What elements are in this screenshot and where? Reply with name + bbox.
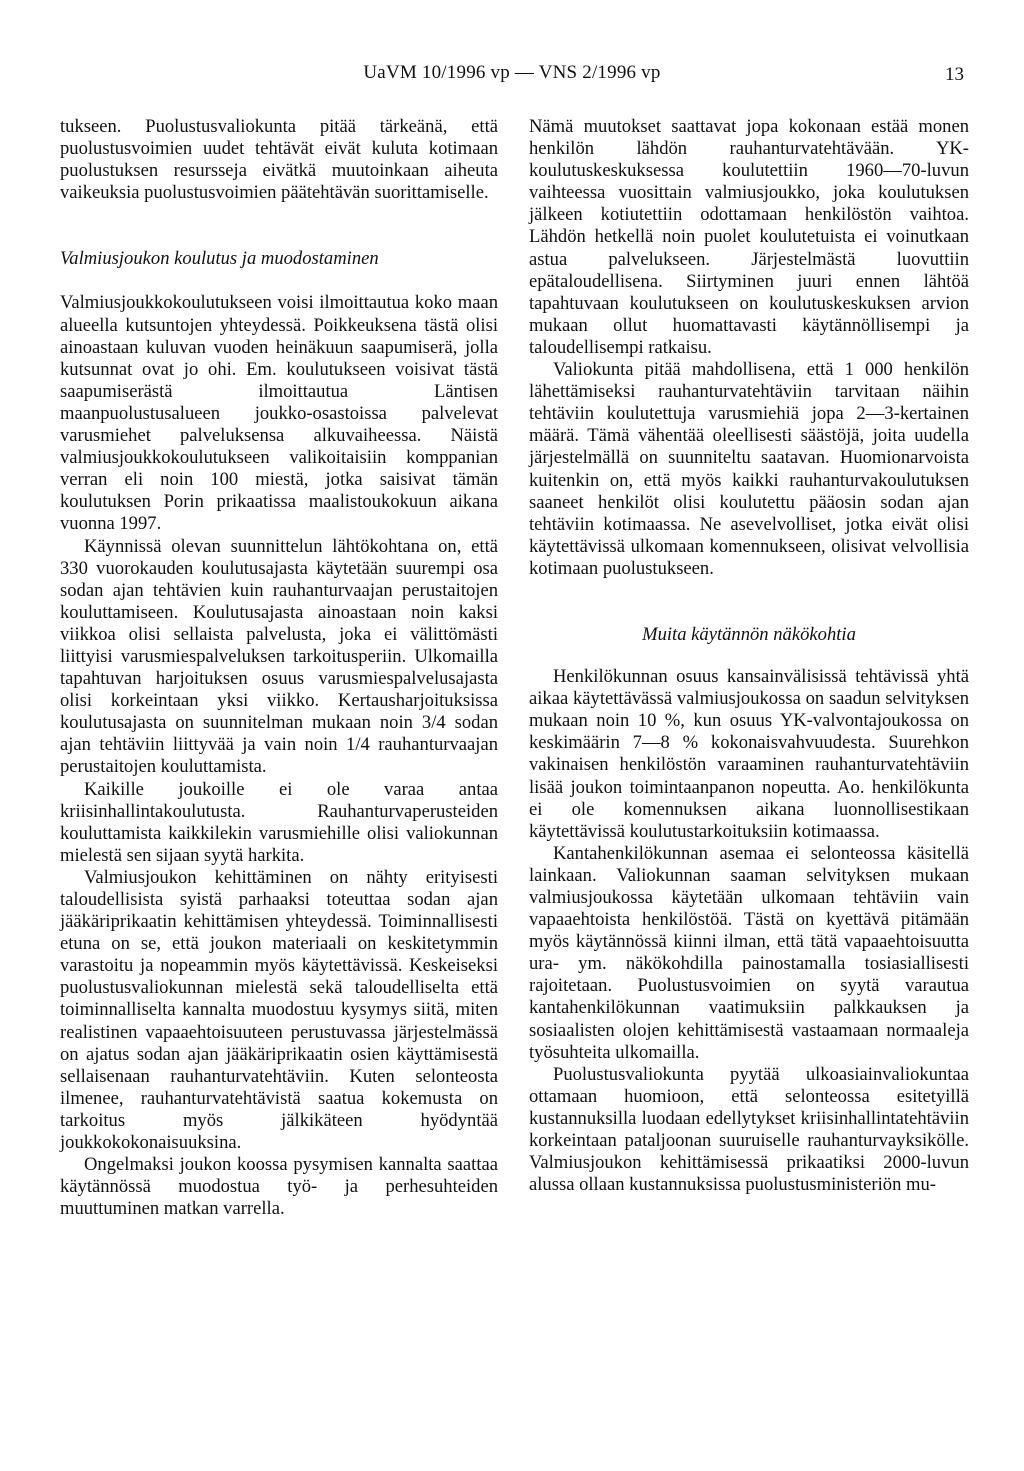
left-column bbox=[60, 116, 498, 1220]
paragraph: Puolustusvaliokunta pyytää ulkoasiainvaliokuntaa ottamaan huomioon, että selonteossa esitetyillä kustannuksilla luodaan edellytykset kriisinhallintatehtäviin korkeintaan pataljoonan suuruiselle rauhanturvayksikölle. Valmiusjoukon kehittämisessä prikaatiksi 2000-luvun alussa ollaan kustannuksissa puolustusministeriön mu- bbox=[529, 1063, 969, 1196]
paragraph: Valmiusjoukon kehittäminen on nähty erityisesti taloudellisista syistä parhaaksi toteuttaa sodan ajan jääkäriprikaatin kehittämisen yhteydessä. Toiminnallisesti etuna on se, että joukon materiaali on keskitetymmin varastoitu ja nopeammin myös käytettävissä. Keskeiseksi puolustusvaliokunnan mielestä sekä taloudelliselta että toiminnalliselta kannalta muodostuu kysymys siitä, miten realistinen vapaaehtoisuuteen perustuvassa järjestelmässä on ajatus sodan ajan jääkäriprikaatin osien käyttämisestä sellaisenaan rauhanturvatehtäviin. Kuten selonteosta ilmenee, rauhanturvatehtävistä saatua kokemusta on tarkoitus myös jälkikäteen hyödyntää joukkokokonaisuuksina. bbox=[60, 866, 498, 1154]
paragraph: Valmiusjoukkokoulutukseen voisi ilmoittautua koko maan alueella kutsuntojen yhteydessä. Poikkeuksena tästä olisi ainoastaan kuluvan vuoden heinäkuun saapumiserä, jolla kutsunnat ovat jo ohi. Em. koulutukseen voisivat tästä saapumiserästä ilmoittautua Läntisen maanpuolustusalueen joukko-osastoissa palvelevat varusmiehet palveluksensa alkuvaiheessa. Näistä valmiusjoukkokoulutukseen valikoitaisiin komppanian verran eli noin 100 miestä, jotka saisivat tämän koulutuksen Porin prikaatissa maalistoukokuun aikana vuonna 1997. bbox=[60, 292, 498, 535]
page-header bbox=[0, 62, 1024, 92]
running-head: UaVM 10/1996 vp — VNS 2/1996 vp bbox=[363, 62, 661, 83]
paragraph: Kaikille joukoille ei ole varaa antaa kriisinhallintakoulutusta. Rauhanturvaperusteiden kouluttamista kaikkilekin varusmiehille olisi valiokunnan mielestä sen sijaan syytä harkita. bbox=[60, 778, 498, 866]
paragraph: Nämä muutokset saattavat jopa kokonaan estää monen henkilön lähdön rauhanturvatehtävään. YK-koulutuskeskuksessa koulutettiin 1960—70-luvun vaihteessa vuosittain valmiusjoukko, joka koulutuksen jälkeen kotiutettiin odottamaan henkilöstön vaihtoa. Lähdön hetkellä noin puolet koulutetuista ei voinutkaan astua palvelukseen. Järjestelmästä luovuttiin epätaloudellisena. Siirtyminen juuri ennen lähtöä tapahtuvaan koulutukseen on koulutuskeskuksen arvion mukaan ollut huomattavasti käytännöllisempi ja taloudellisempi ratkaisu. bbox=[529, 116, 969, 358]
paragraph: Valiokunta pitää mahdollisena, että 1 000 henkilön lähettämiseksi rauhanturvatehtäviin tarvitaan näihin tehtäviin koulutettuja varusmiehiä jopa 2—3-kertainen määrä. Tämä vähentää oleellisesti säästöjä, joita uudella järjestelmällä on suunniteltu saatavan. Huomionarvoista kuitenkin on, että myös kaikki rauhanturvakoulutuksen saaneet henkilöt olisi koulutettu pääosin sodan ajan tehtäviin kotimaassa. Ne asevelvolliset, jotka eivät olisi käytettävissä ulkomaan komennukseen, olisivat velvollisia kotimaan puolustukseen. bbox=[529, 359, 969, 579]
paragraph: Käynnissä olevan suunnittelun lähtökohtana on, että 330 vuorokauden koulutusajasta käytetään suurempi osa sodan ajan tehtävien kuin rauhanturvaajan perustaitojen kouluttamiseen. Koulutusajasta ainoastaan noin kaksi viikkoa olisi sellaista palvelusta, joka ei välittömästi liittyisi varusmiespalveluksen tarkoitusperiin. Ulkomailla tapahtuvan harjoituksen osuus varusmiespalvelusajasta olisi korkeintaan yksi viikko. Kertausharjoituksissa koulutusajasta on suunnitelman mukaan noin 3/4 sodan ajan tehtäviin liittyvää ja vain noin 1/4 rauhanturvaajan perustaitojen kouluttamista. bbox=[60, 535, 498, 778]
paragraph: Henkilökunnan osuus kansainvälisissä tehtävissä yhtä aikaa käytettävässä valmiusjoukossa on saadun selvityksen mukaan noin 10 %, kun osuus YK-valvontajoukossa on keskimäärin 7—8 % kokonaisvahvuudesta. Suurehkon vakinaisen henkilöstön varaaminen rauhanturvatehtäviin lisää joukon toimintaanpanon nopeutta. Ao. henkilökunta ei ole komennuksen aikana luonnollisestikaan käytettävissä koulutustarkoituksiin kotimaassa. bbox=[529, 666, 969, 842]
right-column bbox=[529, 116, 969, 1196]
paragraph: Ongelmaksi joukon koossa pysymisen kannalta saattaa käytännössä muodostua työ- ja perhesuhteiden muuttuminen matkan varrella. bbox=[60, 1154, 498, 1220]
page-number: 13 bbox=[945, 64, 964, 85]
paragraph: Kantahenkilökunnan asemaa ei selonteossa käsitellä lainkaan. Valiokunnan saaman selvityksen mukaan valmiusjoukossa käytetään ulkomaan tehtäviin vain vapaaehtoista henkilöstöä. Tästä on kyettävä pitämään myös käytännössä kiinni ilman, että tätä vapaaehtoisuutta ura- ym. näkökohdilla painostamalla tosiasiallisesti rajoitetaan. Puolustusvoimien on syytä varautua kantahenkilökunnan vaatimuksiin palkkauksen ja sosiaalisten olojen kehittämisestä vastaamaan normaaleja työsuhteita ulkomailla. bbox=[529, 842, 969, 1063]
section-heading: Valmiusjoukon koulutus ja muodostaminen bbox=[60, 248, 379, 270]
paragraph: tukseen. Puolustusvaliokunta pitää tärkeänä, että puolustusvoimien uudet tehtävät eivät kuluta kotimaan puolustuksen resursseja eivätkä muutoinkaan aiheuta vaikeuksia puolustusvoimien päätehtävän suorittamiselle. bbox=[60, 116, 498, 204]
section-heading: Muita käytännön näkökohtia bbox=[642, 623, 856, 645]
